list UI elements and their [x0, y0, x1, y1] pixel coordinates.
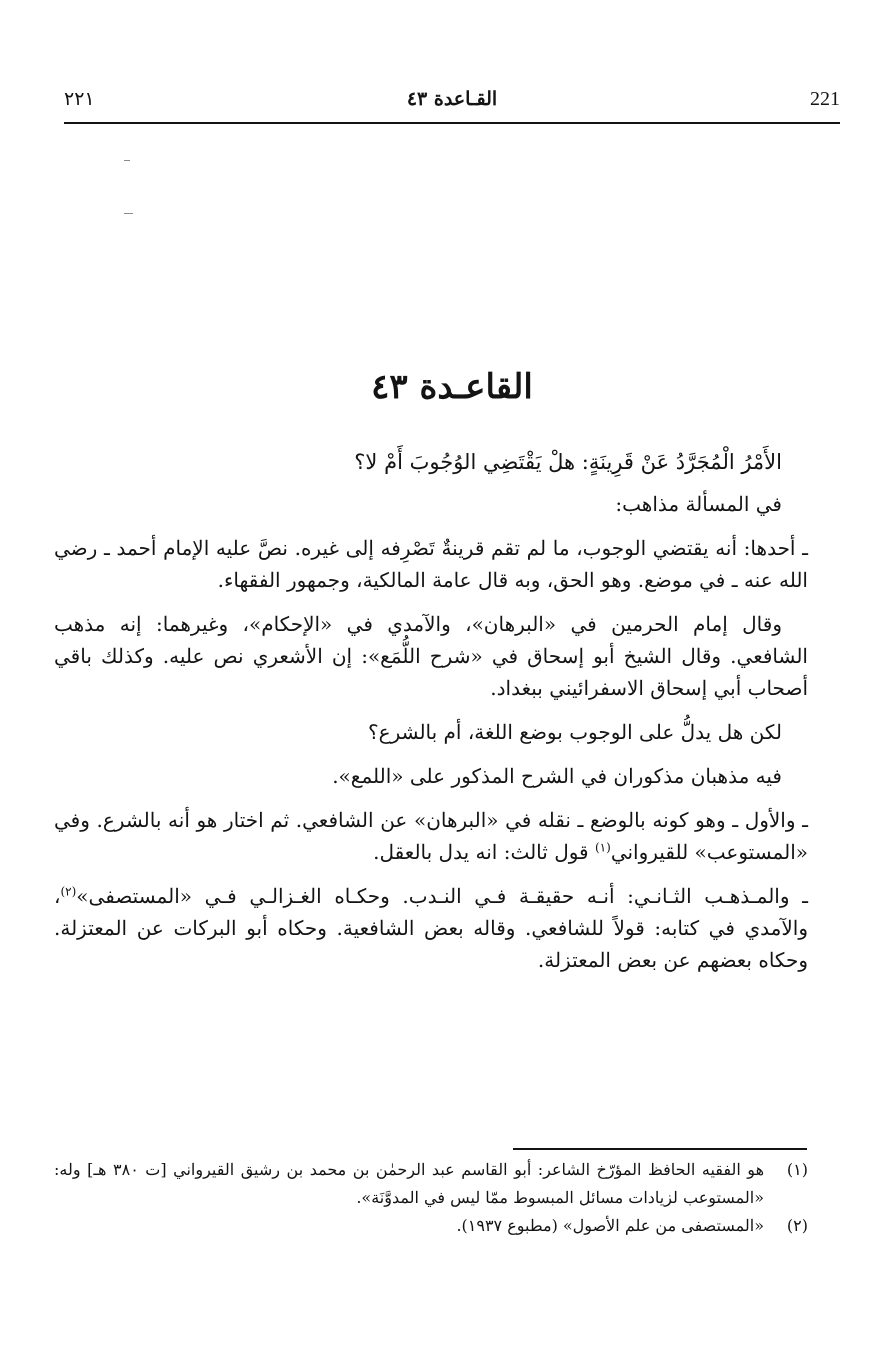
- text-segment: ، والآمدي في كتابه: قولاً للشافعي. وقاله بعض الشافعية. وحكاه أبو البركات عن المعتزلة. وحكاه بعضهم عن بعض المعتزلة.: [54, 884, 808, 972]
- footnote-number: (١): [786, 1160, 808, 1179]
- running-head: [64, 84, 840, 114]
- footnote-1: [54, 1156, 808, 1212]
- paragraph-second-view: [54, 880, 808, 976]
- scan-speck: [124, 160, 130, 161]
- scan-speck: [124, 213, 133, 214]
- footnote-number: (٢): [786, 1216, 808, 1235]
- header-rule: [64, 122, 840, 124]
- page-number-latin: 221: [810, 88, 840, 110]
- footnote-2: [54, 1212, 808, 1240]
- footnotes: [54, 1156, 808, 1240]
- intro-paragraph: في المسألة مذاهب:: [615, 492, 782, 516]
- text-segment: ـ والأول ـ وهو كونه بالوضع ـ نقله في «البرهان» عن الشافعي. ثم اختار هو أنه بالشرع. وفي «المستوعب» للقيرواني: [54, 808, 808, 864]
- main-text: [54, 446, 808, 976]
- paragraph-first-opinion: [54, 804, 808, 868]
- paragraph-question: لكن هل يدلُّ على الوجوب بوضع اللغة، أم بالشرع؟: [368, 720, 782, 744]
- paragraph-attribution: وقال إمام الحرمين في «البرهان»، والآمدي في «الإحكام»، وغيرهما: إنه مذهب الشافعي. وقال الشيخ أبو إسحاق في «شرح اللُّمَع»: إن الأشعري نص عليه. وكذلك باقي أصحاب أبي إسحاق الاسفرائيني ببغداد.: [54, 612, 808, 700]
- paragraph-first-view: ـ أحدها: أنه يقتضي الوجوب، ما لم تقم قرينةٌ تَصْرِفه إلى غيره. نصَّ عليه الإمام أحمد ـ رضي الله عنه ـ في موضع. وهو الحق، وبه قال عامة المالكية، وجمهور الفقهاء.: [54, 536, 808, 592]
- footnote-ref-2[interactable]: (٢): [60, 884, 77, 899]
- footnote-text: «المستصفى من علم الأصول» (مطبوع ١٩٣٧).: [456, 1216, 764, 1235]
- text-segment: قول ثالث: انه يدل بالعقل.: [373, 840, 595, 864]
- running-title: القـاعدة ٤٣: [406, 88, 498, 110]
- rule-question: الأَمْرُ الْمُجَرَّدُ عَنْ قَرِينَةٍ: هلْ يَقْتَضِي الوُجُوبَ أَمْ لا؟: [354, 450, 782, 474]
- footnote-text: هو الفقيه الحافظ المؤرّخ الشاعر: أبو القاسم عبد الرحمٰن بن محمد بن رشيق القيرواني [ت ٣٨٠ هـ] وله: «المستوعب لزيادات مسائل المبسوط ممّا ليس في المدوَّنَة».: [54, 1160, 765, 1207]
- text-segment: ـ والمـذهـب الثـانـي: أنـه حقيقـة فـي النـدب. وحكـاه الغـزالـي فـي «المستصفى»: [76, 884, 808, 908]
- page-number-arabic: ٢٢١: [64, 88, 95, 110]
- paragraph-two-views: فيه مذهبان مذكوران في الشرح المذكور على «اللمع».: [332, 764, 782, 788]
- footnote-rule: [513, 1148, 807, 1150]
- chapter-title: القاعـدة ٤٣: [371, 366, 533, 407]
- footnote-ref-1[interactable]: (١): [594, 840, 611, 855]
